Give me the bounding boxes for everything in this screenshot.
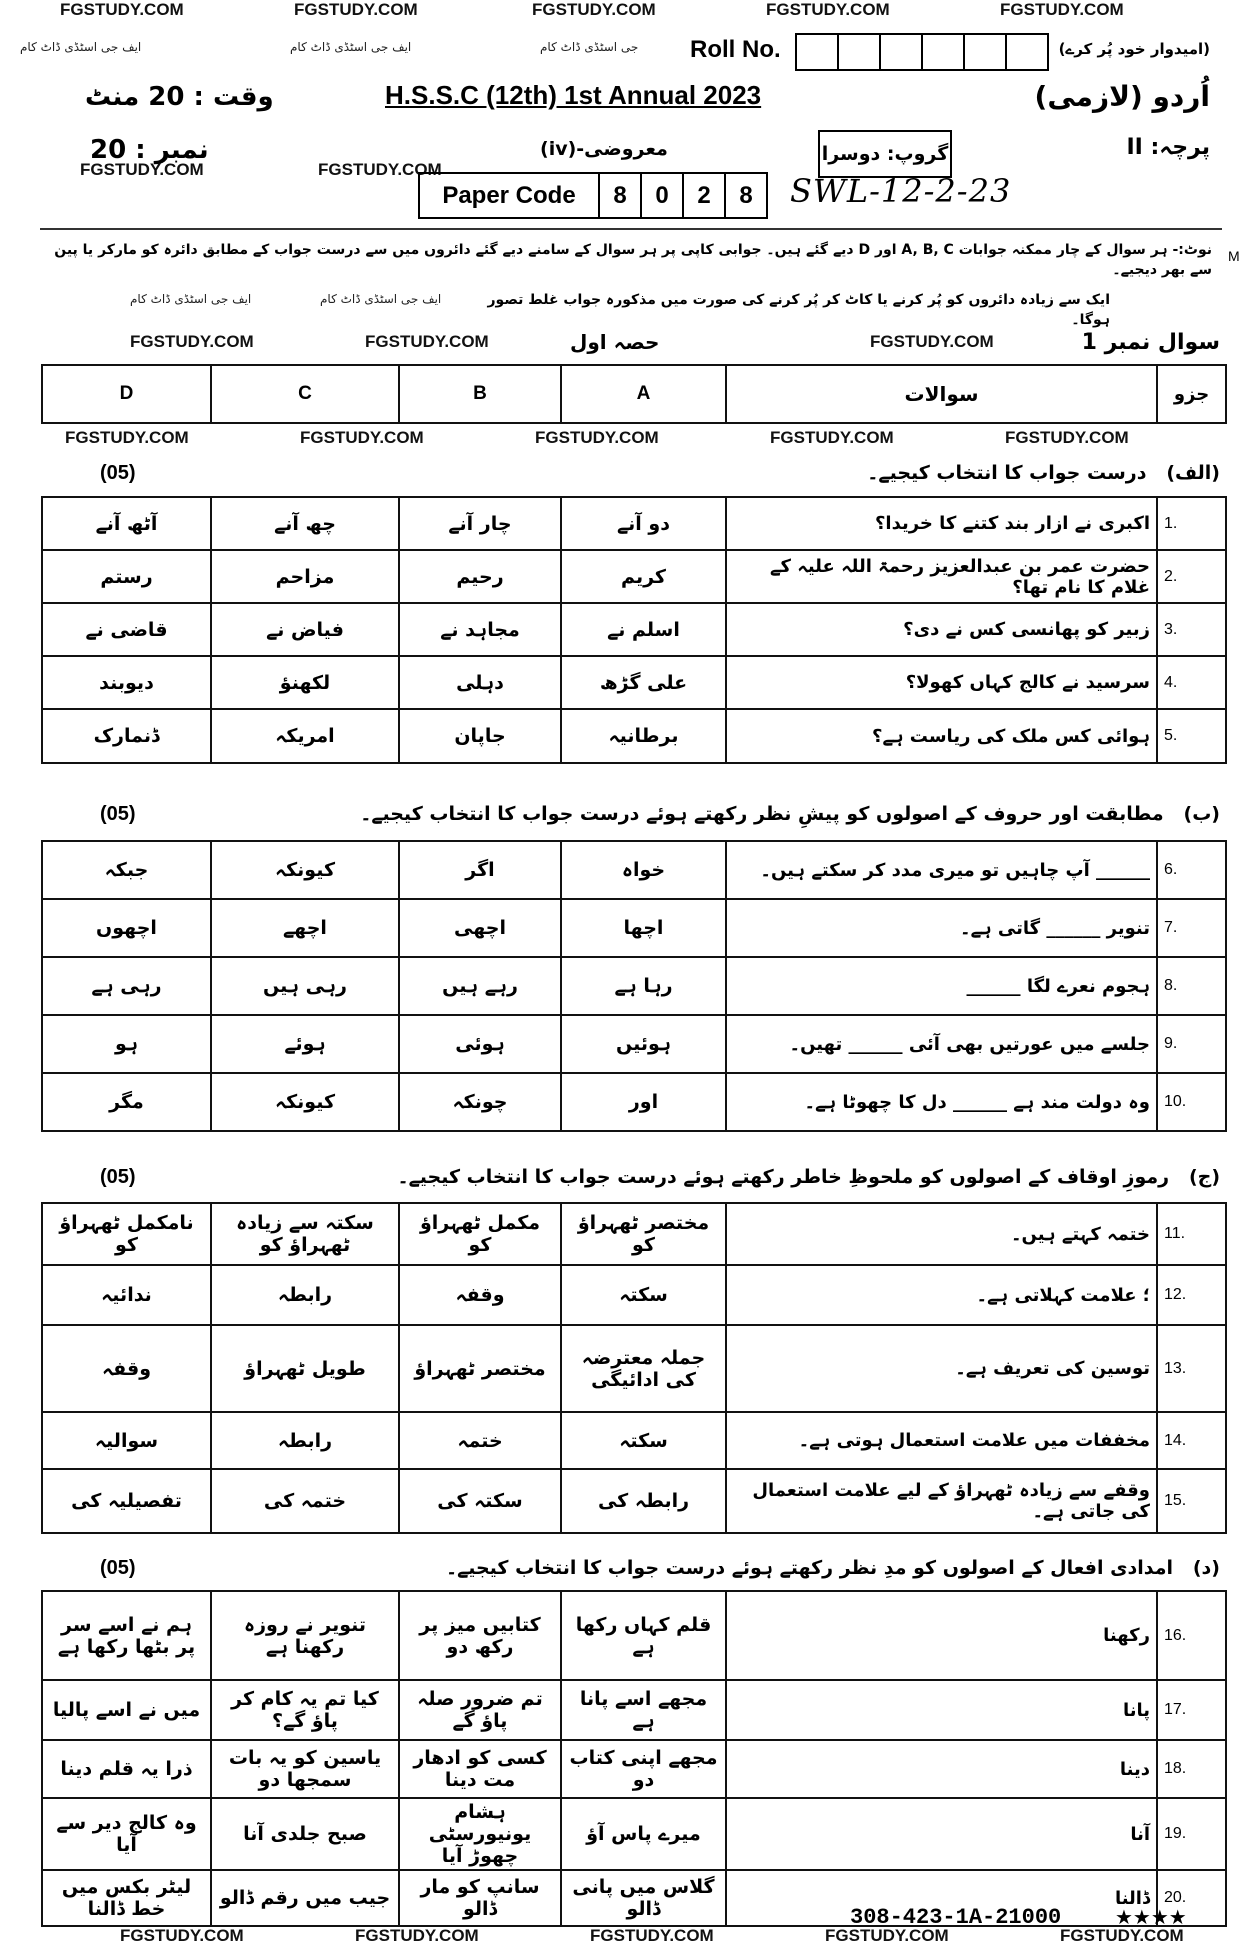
option-d[interactable]: نامکمل ٹھہراؤ کو (42, 1203, 211, 1265)
option-c[interactable]: سکتہ سے زیادہ ٹھہراؤ کو (211, 1203, 399, 1265)
option-c[interactable]: چھ آنے (211, 497, 399, 550)
question-table (41, 1202, 1227, 1534)
watermark: FGSTUDY.COM (1060, 1926, 1184, 1945)
question-row (42, 957, 1226, 1015)
option-a[interactable]: رابطہ کی (561, 1469, 726, 1533)
urdu-watermark: جی اسٹڈی ڈاٹ کام (540, 40, 639, 54)
section-label: (د) (1192, 1557, 1220, 1579)
section-instruction-text: درست جواب کا انتخاب کیجیے۔ (867, 462, 1147, 484)
section-instruction (200, 462, 1220, 484)
option-a[interactable]: علی گڑھ (561, 656, 726, 709)
question-number: 1. (1157, 497, 1226, 550)
section-instruction-text: مطابقت اور حروف کے اصولوں کو پیشِ نظر رکھتے ہوئے درست جواب کا انتخاب کیجیے۔ (360, 803, 1164, 825)
question-number: 19. (1157, 1798, 1226, 1870)
column-c: C (211, 365, 399, 423)
option-b[interactable]: مکمل ٹھہراؤ کو (399, 1203, 561, 1265)
option-c[interactable]: رہی ہیں (211, 957, 399, 1015)
question-text: تنویر ______ گاتی ہے۔ (726, 899, 1157, 957)
section-marks: (05) (100, 1166, 136, 1188)
question-row (42, 656, 1226, 709)
question-text: ؛ علامت کہلاتی ہے۔ (726, 1265, 1157, 1325)
question-number: 13. (1157, 1325, 1226, 1412)
option-c[interactable]: جیب میں رقم ڈالو (211, 1870, 399, 1926)
paper-code-digit: 2 (682, 174, 724, 217)
option-b[interactable]: سکتہ کی (399, 1469, 561, 1533)
question-number: 17. (1157, 1680, 1226, 1740)
footer-code: 308-423-1A-21000 (850, 1905, 1062, 1930)
option-b[interactable]: تم ضرور صلہ پاؤ گے (399, 1680, 561, 1740)
option-d[interactable]: وہ کالج دیر سے آیا (42, 1798, 211, 1870)
question-number: 15. (1157, 1469, 1226, 1533)
question-number: 6. (1157, 841, 1226, 899)
question-text: پانا (726, 1680, 1157, 1740)
question-number: 3. (1157, 603, 1226, 656)
option-b[interactable]: ہوئی (399, 1015, 561, 1073)
urdu-watermark: ایف جی اسٹڈی ڈاٹ کام (130, 292, 252, 306)
question-row (42, 1015, 1226, 1073)
question-text: سرسید نے کالج کہاں کھولا؟ (726, 656, 1157, 709)
question-text: ہوائی کس ملک کی ریاست ہے؟ (726, 709, 1157, 763)
paper-code-label: Paper Code (442, 181, 576, 209)
option-b[interactable]: چونکہ (399, 1073, 561, 1131)
subject-title: اُردو (لازمی) (1034, 80, 1210, 113)
urdu-watermark: ایف جی اسٹڈی ڈاٹ کام (320, 292, 442, 306)
candidate-note: (امیدوار خود پُر کرے) (1058, 40, 1210, 58)
question-row (42, 603, 1226, 656)
question-text: ڈالنا (726, 1870, 1157, 1926)
question-text: وہ دولت مند ہے ______ دل کا چھوٹا ہے۔ (726, 1073, 1157, 1131)
question-row (42, 1265, 1226, 1325)
option-d[interactable]: اچھوں (42, 899, 211, 957)
paper-code-digit: 8 (598, 174, 640, 217)
question-text: ہجوم نعرے لگا ______ (726, 957, 1157, 1015)
question-row (42, 1798, 1226, 1870)
column-b: B (399, 365, 561, 423)
option-a[interactable]: کریم (561, 550, 726, 603)
question-text: زبیر کو پھانسی کس نے دی؟ (726, 603, 1157, 656)
option-c[interactable]: ہوئے (211, 1015, 399, 1073)
watermark: FGSTUDY.COM (300, 428, 424, 447)
watermark: FGSTUDY.COM (80, 160, 204, 179)
section-marks: (05) (100, 462, 136, 484)
watermark: FGSTUDY.COM (590, 1926, 714, 1945)
question-row (42, 1325, 1226, 1412)
paper-code-digit: 0 (640, 174, 682, 217)
question-row (42, 709, 1226, 763)
option-c[interactable]: صبح جلدی آنا (211, 1798, 399, 1870)
option-a[interactable]: سکتہ (561, 1265, 726, 1325)
option-b[interactable]: مجاہد نے (399, 603, 561, 656)
paper-number: پرچہ: II (1126, 135, 1210, 160)
section-marks: (05) (100, 803, 136, 825)
option-d[interactable]: لیٹر بکس میں خط ڈالنا (42, 1870, 211, 1926)
question-text: دینا (726, 1740, 1157, 1798)
column-questions: سوالات (726, 365, 1157, 423)
question-number: 12. (1157, 1265, 1226, 1325)
question-table (41, 840, 1227, 1132)
urdu-watermark: ایف جی اسٹڈی ڈاٹ کام (20, 40, 142, 54)
option-b[interactable]: دہلی (399, 656, 561, 709)
option-c[interactable]: کیا تم یہ کام کر پاؤ گے؟ (211, 1680, 399, 1740)
watermark: FGSTUDY.COM (65, 428, 189, 447)
watermark: FGSTUDY.COM (1005, 428, 1129, 447)
watermark: FGSTUDY.COM (870, 332, 994, 351)
question-row (42, 1740, 1226, 1798)
question-row (42, 1203, 1226, 1265)
question-text: وقفے سے زیادہ ٹھہراؤ کے لیے علامت استعمال کی جاتی ہے۔ (726, 1469, 1157, 1533)
section-instruction (200, 1166, 1220, 1188)
question-text: مخففات میں علامت استعمال ہوتی ہے۔ (726, 1412, 1157, 1469)
option-d[interactable]: ندائیہ (42, 1265, 211, 1325)
option-b[interactable]: کسی کو ادھار مت دینا (399, 1740, 561, 1798)
footer-stars: ★★★★ (1115, 1905, 1187, 1929)
question-number: 7. (1157, 899, 1226, 957)
option-a[interactable]: رہا ہے (561, 957, 726, 1015)
option-a[interactable]: اور (561, 1073, 726, 1131)
watermark: FGSTUDY.COM (825, 1926, 949, 1945)
question-text: ختمہ کہتے ہیں۔ (726, 1203, 1157, 1265)
option-d[interactable]: رہی ہے (42, 957, 211, 1015)
question-heading: سوال نمبر 1 (1081, 330, 1220, 355)
question-row (42, 1469, 1226, 1533)
watermark: FGSTUDY.COM (1000, 0, 1124, 19)
option-c[interactable]: کیونکہ (211, 1073, 399, 1131)
question-table (41, 1590, 1227, 1927)
question-text: ______ آپ چاہیں تو میری مدد کر سکتے ہیں۔ (726, 841, 1157, 899)
option-d[interactable]: ہو (42, 1015, 211, 1073)
question-number: 16. (1157, 1591, 1226, 1680)
option-d[interactable]: دیوبند (42, 656, 211, 709)
section-instruction (200, 1557, 1220, 1579)
option-c[interactable]: رابطہ (211, 1412, 399, 1469)
section-label: (الف) (1166, 462, 1220, 484)
urdu-watermark: ایف جی اسٹڈی ڈاٹ کام (290, 40, 412, 54)
paper-code-box (418, 172, 768, 219)
question-number: 9. (1157, 1015, 1226, 1073)
option-b[interactable]: سانپ کو مار ڈالو (399, 1870, 561, 1926)
option-c[interactable]: لکھنؤ (211, 656, 399, 709)
question-number: 18. (1157, 1740, 1226, 1798)
question-text: رکھنا (726, 1591, 1157, 1680)
question-row (42, 899, 1226, 957)
watermark: FGSTUDY.COM (532, 0, 656, 19)
watermark: FGSTUDY.COM (365, 332, 489, 351)
option-a[interactable]: میرے پاس آؤ (561, 1798, 726, 1870)
option-a[interactable]: اچھا (561, 899, 726, 957)
question-number: 14. (1157, 1412, 1226, 1469)
section-label: (ج) (1188, 1166, 1220, 1188)
option-c[interactable]: امریکہ (211, 709, 399, 763)
question-text: جلسے میں عورتیں بھی آئی ______ تھیں۔ (726, 1015, 1157, 1073)
option-b[interactable]: اگر (399, 841, 561, 899)
option-a[interactable]: دو آنے (561, 497, 726, 550)
question-number: 8. (1157, 957, 1226, 1015)
option-a[interactable]: جملہ معترضہ کی ادائیگی (561, 1325, 726, 1412)
option-a[interactable]: خواہ (561, 841, 726, 899)
watermark: FGSTUDY.COM (294, 0, 418, 19)
question-row (42, 1073, 1226, 1131)
question-row (42, 497, 1226, 550)
option-a[interactable]: ہوئیں (561, 1015, 726, 1073)
option-b[interactable]: ہشام یونیورسٹی چھوڑ آیا (399, 1798, 561, 1870)
group-box: گروپ: دوسرا (818, 130, 952, 178)
question-text: توسین کی تعریف ہے۔ (726, 1325, 1157, 1412)
question-number: 4. (1157, 656, 1226, 709)
section-marks: (05) (100, 1557, 136, 1579)
question-number: 20. (1157, 1870, 1226, 1926)
watermark: FGSTUDY.COM (60, 0, 184, 19)
option-d[interactable]: ذرا یہ قلم دینا (42, 1740, 211, 1798)
option-c[interactable]: تنویر نے روزہ رکھنا ہے (211, 1591, 399, 1680)
option-a[interactable]: گلاس میں پانی ڈالو (561, 1870, 726, 1926)
section-label: (ب) (1183, 803, 1220, 825)
option-a[interactable]: سکتہ (561, 1412, 726, 1469)
option-b[interactable]: وقفہ (399, 1265, 561, 1325)
roll-no-boxes[interactable] (795, 33, 1049, 71)
question-number: 11. (1157, 1203, 1226, 1265)
part-heading: حصہ اول (570, 330, 660, 354)
option-b[interactable]: مختصر ٹھہراؤ (399, 1325, 561, 1412)
option-a[interactable]: اسلم نے (561, 603, 726, 656)
note-line-2: ایک سے زیادہ دائروں کو پُر کرنے یا کاٹ کر پُر کرنے کی صورت میں مذکورہ جواب غلط تصور ہوگا۔ (487, 292, 1110, 328)
column-a: A (561, 365, 726, 423)
option-c[interactable]: فیاض نے (211, 603, 399, 656)
option-a[interactable]: مختصر ٹھہراؤ کو (561, 1203, 726, 1265)
option-d[interactable]: سوالیہ (42, 1412, 211, 1469)
column-d: D (42, 365, 211, 423)
option-a[interactable]: مجھے اپنی کتاب دو (561, 1740, 726, 1798)
time-allowed: وقت : 20 منٹ (85, 82, 274, 112)
option-d[interactable]: ڈنمارک (42, 709, 211, 763)
question-number: 5. (1157, 709, 1226, 763)
side-mark: M (1228, 248, 1240, 264)
option-b[interactable]: رحیم (399, 550, 561, 603)
question-row (42, 1412, 1226, 1469)
column-part: جزو (1157, 365, 1226, 423)
handwritten-code: SWL-12-2-23 (790, 172, 1012, 210)
option-b[interactable]: جاپان (399, 709, 561, 763)
watermark: FGSTUDY.COM (535, 428, 659, 447)
option-d[interactable]: رستم (42, 550, 211, 603)
option-d[interactable]: آٹھ آنے (42, 497, 211, 550)
note-line-1: نوٹ:- ہر سوال کے چار ممکنہ جوابات A, B, C اور D دیے گئے ہیں۔ جوابی کاپی پر ہر سوال کے سامنے دیے گئے دائروں میں سے درست جواب کے مطابق دائرہ کو مارکر یا پین سے بھر دیجیے۔ (54, 242, 1212, 278)
question-row (42, 1680, 1226, 1740)
option-d[interactable]: جبکہ (42, 841, 211, 899)
paper-code-digit: 8 (724, 174, 766, 217)
option-d[interactable]: قاضی نے (42, 603, 211, 656)
option-b[interactable]: ختمہ (399, 1412, 561, 1469)
option-d[interactable]: میں نے اسے پالیا (42, 1680, 211, 1740)
objective-label: معروضی-(iv) (540, 138, 668, 160)
watermark: FGSTUDY.COM (120, 1926, 244, 1945)
section-instruction-text: امدادی افعال کے اصولوں کو مدِ نظر رکھتے ہوئے درست جواب کا انتخاب کیجیے۔ (445, 1557, 1174, 1579)
option-d[interactable]: تفصیلیہ کی (42, 1469, 211, 1533)
question-row (42, 1591, 1226, 1680)
section-instruction-text: رموزِ اوقاف کے اصولوں کو ملحوظِ خاطر رکھتے ہوئے درست جواب کا انتخاب کیجیے۔ (397, 1166, 1170, 1188)
section-instruction (200, 803, 1220, 825)
option-c[interactable]: مزاحم (211, 550, 399, 603)
question-text: حضرت عمر بن عبدالعزیز رحمۃ اللہ علیہ کے غلام کا نام تھا؟ (726, 550, 1157, 603)
watermark: FGSTUDY.COM (770, 428, 894, 447)
question-number: 10. (1157, 1073, 1226, 1131)
watermark: FGSTUDY.COM (766, 0, 890, 19)
roll-no-label: Roll No. (690, 36, 781, 63)
option-a[interactable]: برطانیہ (561, 709, 726, 763)
watermark: FGSTUDY.COM (318, 160, 442, 179)
question-row (42, 841, 1226, 899)
option-a[interactable]: قلم کہاں رکھا ہے (561, 1591, 726, 1680)
option-b[interactable]: اچھی (399, 899, 561, 957)
option-c[interactable]: کیونکہ (211, 841, 399, 899)
option-d[interactable]: وقفہ (42, 1325, 211, 1412)
divider (40, 228, 1222, 230)
question-text: اکبری نے ازار بند کتنے کا خریدا؟ (726, 497, 1157, 550)
option-d[interactable]: ہم نے اسے سر پر بٹھا رکھا ہے (42, 1591, 211, 1680)
option-b[interactable]: کتابیں میز پر رکھ دو (399, 1591, 561, 1680)
option-c[interactable]: رابطہ (211, 1265, 399, 1325)
question-row (42, 550, 1226, 603)
total-marks: نمبر : 20 (90, 135, 209, 165)
option-c[interactable]: یاسین کو یہ بات سمجھا دو (211, 1740, 399, 1798)
option-c[interactable]: اچھے (211, 899, 399, 957)
question-text: آنا (726, 1798, 1157, 1870)
option-b[interactable]: چار آنے (399, 497, 561, 550)
option-a[interactable]: مجھے اسے پانا ہے (561, 1680, 726, 1740)
exam-title: H.S.S.C (12th) 1st Annual 2023 (385, 80, 762, 110)
option-b[interactable]: رہے ہیں (399, 957, 561, 1015)
question-table (41, 496, 1227, 764)
watermark: FGSTUDY.COM (130, 332, 254, 351)
question-number: 2. (1157, 550, 1226, 603)
option-d[interactable]: مگر (42, 1073, 211, 1131)
answer-columns-header (41, 364, 1227, 424)
option-c[interactable]: طویل ٹھہراؤ (211, 1325, 399, 1412)
option-c[interactable]: ختمہ کی (211, 1469, 399, 1533)
watermark: FGSTUDY.COM (355, 1926, 479, 1945)
